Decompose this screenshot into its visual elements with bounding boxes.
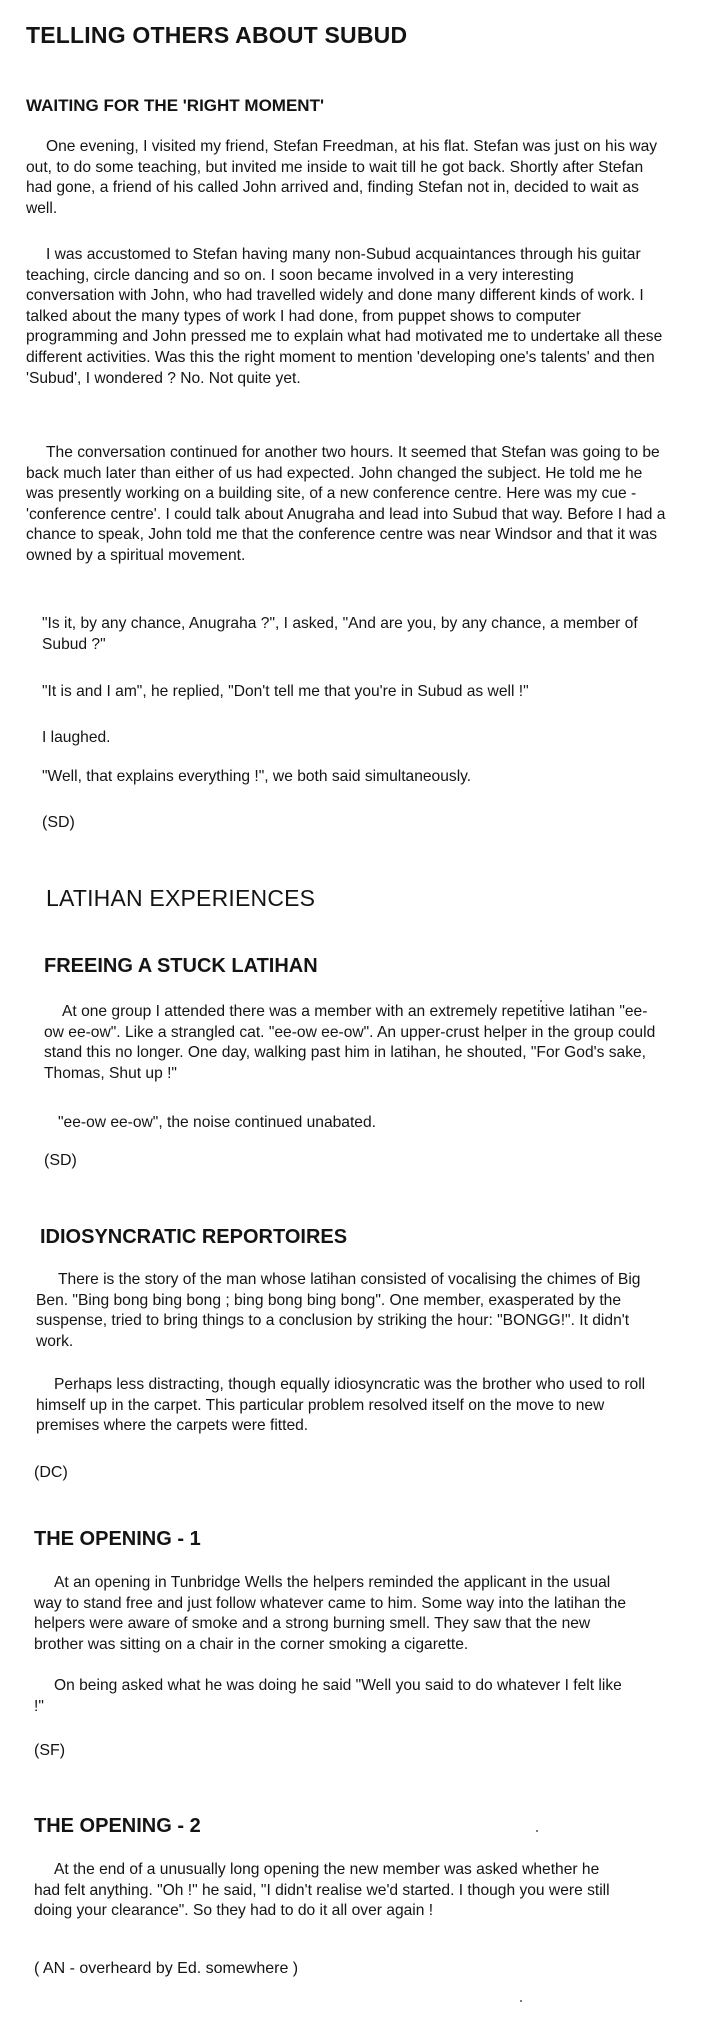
subtitle-freeing-stuck-latihan: FREEING A STUCK LATIHAN <box>44 955 318 977</box>
signature-s2: (SD) <box>44 1152 77 1169</box>
paragraph-s3-1: There is the story of the man whose latihan consisted of vocalising the chimes of Big Ben. "Bing bong bing bong ; bing bong bing bong". One member, exasperated by the suspense, tried to bring things to a conclusion by striking the hour: "BONGG!". It didn't work. <box>36 1271 641 1350</box>
paragraph-s2-1: At one group I attended there was a member with an extremely repetitive latihan "ee-ow ee-ow". Like a strangled cat. "ee-ow ee-ow". An upper-crust helper in the group could stand this no longer. One day, walking past him in latihan, he shouted, "For God's sake, Thomas, Shut up !" <box>44 1003 656 1082</box>
signature-s4: (SF) <box>34 1742 66 1759</box>
scan-speck <box>520 2000 522 2002</box>
paragraph-s1-6: I laughed. <box>42 729 111 746</box>
signature-s1: (SD) <box>42 814 75 831</box>
signature-s3: (DC) <box>34 1464 68 1481</box>
subtitle-idiosyncratic-reportoires: IDIOSYNCRATIC REPORTOIRES <box>40 1226 348 1248</box>
paragraph-s3-2: Perhaps less distracting, though equally idiosyncratic was the brother who used to roll himself up in the carpet. This particular problem resolved itself on the move to new premises where the carpets were fitted. <box>36 1376 646 1435</box>
paragraph-s1-1: One evening, I visited my friend, Stefan Freedman, at his flat. Stefan was just on his way out, to do some teaching, but invited me inside to wait till he got back. Shortly after Stefan had gone, a friend of his called John arrived and, finding Stefan not in, decided to wait as well. <box>26 138 658 217</box>
paragraph-s1-2: I was accustomed to Stefan having many non-Subud acquaintances through his guitar teaching, circle dancing and so on. I soon became involved in a very interesting conversation with John, who had travelled widely and done many different kinds of work. I talked about the many types of work I had done, from puppet shows to computer programming and John pressed me to explain what had motivated me to undertake all these different activities. Was this the right moment to mention 'developing one's talents' and then 'Subud', I wondered ? No. Not quite yet. <box>26 246 663 387</box>
section-title-latihan-experiences: LATIHAN EXPERIENCES <box>46 885 316 911</box>
scan-speck <box>540 1000 542 1002</box>
scan-speck <box>536 1830 538 1832</box>
paragraph-s1-4: "Is it, by any chance, Anugraha ?", I asked, "And are you, by any chance, a member of Subud ?" <box>42 615 638 653</box>
paragraph-s4-2: On being asked what he was doing he said "Well you said to do whatever I felt like !" <box>34 1677 622 1715</box>
signature-s5: ( AN - overheard by Ed. somewhere ) <box>34 1960 299 1977</box>
paragraph-s1-7: "Well, that explains everything !", we both said simultaneously. <box>42 768 472 785</box>
paragraph-s5-1: At the end of a unusually long opening the new member was asked whether he had felt anything. "Oh !" he said, "I didn't realise we'd started. I though you were still doing your clearance". So they had to do it all over again ! <box>34 1861 610 1920</box>
paragraph-s1-5: "It is and I am", he replied, "Don't tell me that you're in Subud as well !" <box>42 683 529 700</box>
subtitle-opening-2: THE OPENING - 2 <box>34 1815 201 1837</box>
paragraph-s4-1: At an opening in Tunbridge Wells the helpers reminded the applicant in the usual way to stand free and just follow whatever came to him. Some way into the latihan the helpers were aware of smoke and a strong burning smell. They saw that the new brother was sitting on a chair in the corner smoking a cigarette. <box>34 1574 627 1653</box>
section-title-telling-others: TELLING OTHERS ABOUT SUBUD <box>26 22 408 48</box>
paragraph-s1-3: The conversation continued for another two hours. It seemed that Stefan was going to be back much later than either of us had expected. John changed the subject. He told me he was presently working on a building site, of a new conference centre. Here was my cue - 'conference centre'. I could talk about Anugraha and lead into Subud that way. Before I had a chance to speak, John told me that the conference centre was near Windsor and that it was owned by a spiritual movement. <box>26 444 666 564</box>
subtitle-opening-1: THE OPENING - 1 <box>34 1528 201 1550</box>
subtitle-waiting-right-moment: WAITING FOR THE 'RIGHT MOMENT' <box>26 96 325 115</box>
paragraph-s2-2: "ee-ow ee-ow", the noise continued unabated. <box>58 1114 376 1131</box>
